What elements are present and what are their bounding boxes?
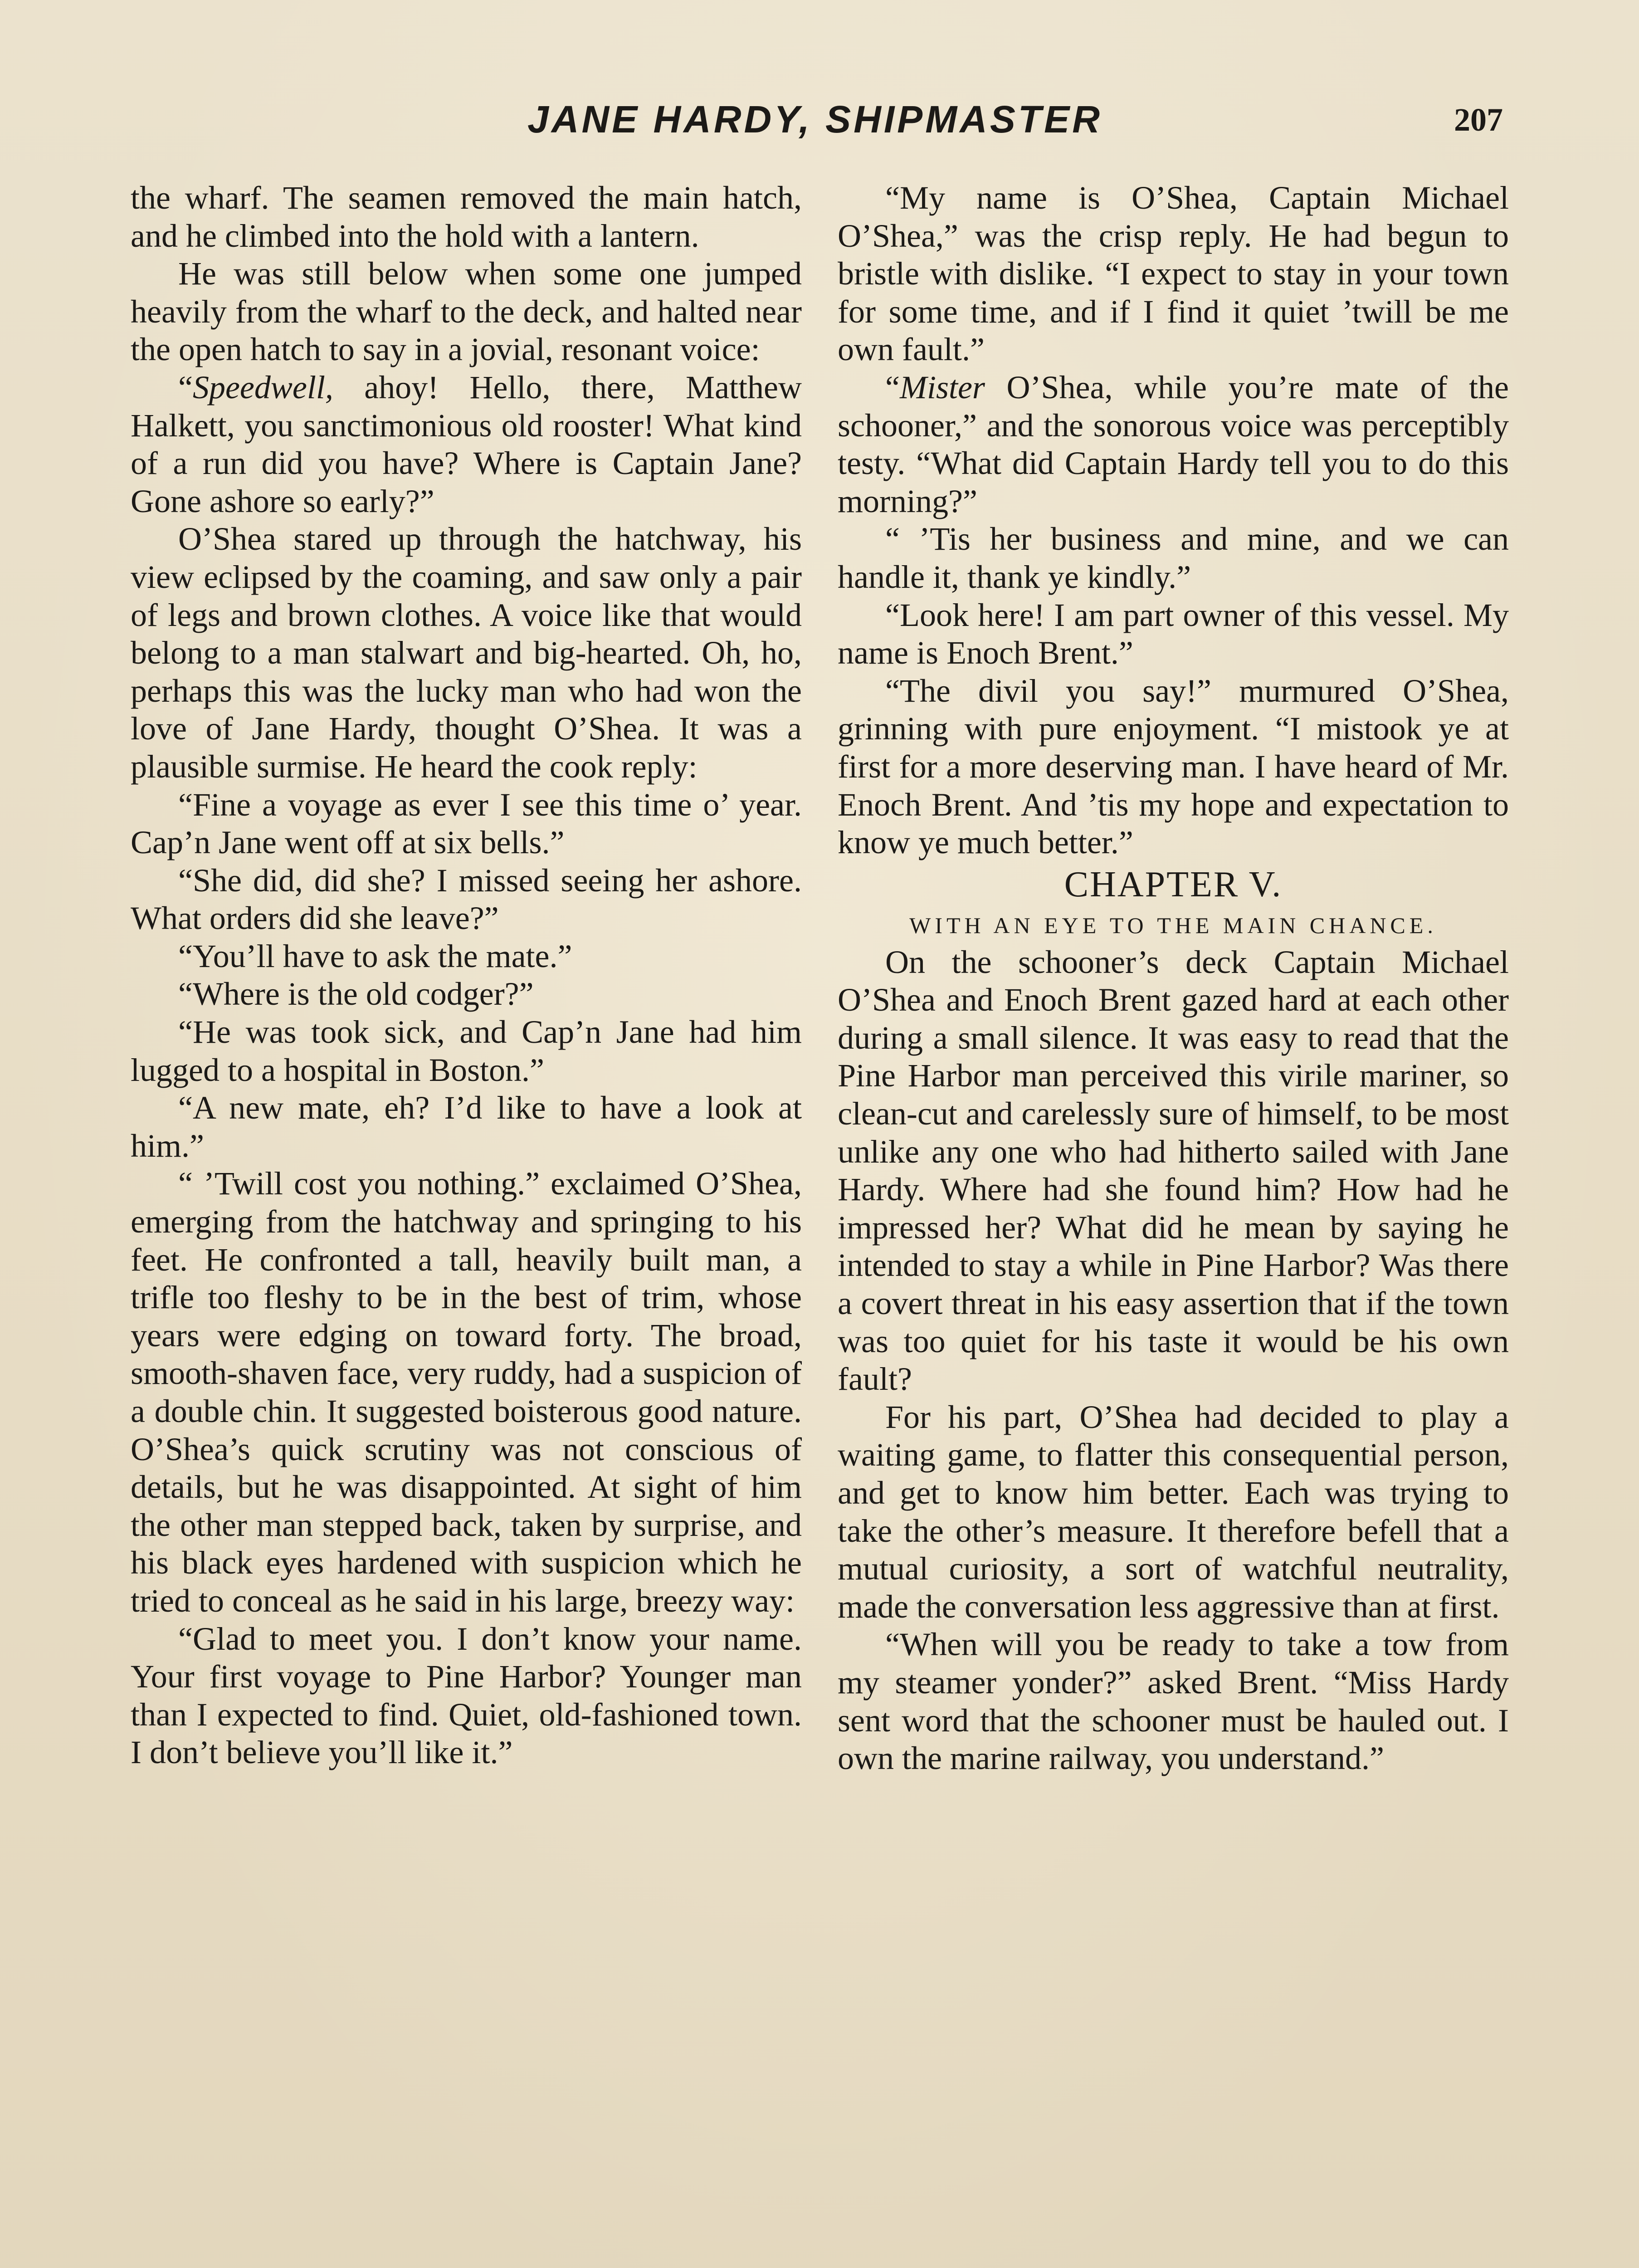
left-column (131, 179, 802, 1772)
running-head: JANE HARDY, SHIPMASTER (527, 98, 1102, 141)
paragraph: “When will you be ready to take a tow from my steamer yonder?” asked Brent. “Miss Hardy sent word that the schooner must be hauled out. I own the marine railway, you understand.” (838, 1626, 1509, 1777)
paragraph: “He was took sick, and Cap’n Jane had him lugged to a hospital in Boston.” (131, 1014, 802, 1088)
paragraph: “ ’Tis her business and mine, and we can handle it, thank ye kindly.” (838, 521, 1509, 595)
paragraph: “Fine a voyage as ever I see this time o’ year. Cap’n Jane went off at six bells.” (131, 786, 802, 861)
paragraph: “Look here! I am part owner of this vessel. My name is Enoch Brent.” (838, 596, 1509, 671)
paragraph (838, 369, 1509, 520)
emphasis: Mister (899, 369, 985, 406)
open-quote: “ (885, 369, 900, 406)
page-header (127, 98, 1503, 152)
paragraph-text: ahoy! Hello, there, Matthew Halkett, you sanctimonious old rooster! What kind of a run did you have? Where is Captain Jane? Gone ashore so early?” (131, 369, 802, 519)
paragraph-text: O’Shea, while you’re mate of the schooner,” and the sonorous voice was perceptibly testy. “What did Captain Hardy tell you to do this morning?” (838, 369, 1509, 519)
paragraph: O’Shea stared up through the hatchway, his view eclipsed by the coaming, and saw only a pair of legs and brown clothes. A voice like that would belong to a man stalwart and big-hearted. Oh, ho, perhaps this was the lucky man who had won the love of Jane Hardy, thought O’Shea. It was a plausible surmise. He heard the cook reply: (131, 521, 802, 785)
paragraph: “ ’Twill cost you nothing.” exclaimed O’Shea, emerging from the hatchway and springing to his feet. He confronted a tall, heavily built man, a trifle too fleshy to be in the best of trim, whose years were edging on toward forty. The broad, smooth-shaven face, very ruddy, had a suspicion of a double chin. It suggested boisterous good nature. O’Shea’s quick scrutiny was not conscious of details, but he was disappointed. At sight of him the other man stepped back, taken by surprise, and his black eyes hardened with suspicion which he tried to conceal as he said in his large, breezy way: (131, 1165, 802, 1619)
paragraph: “Glad to meet you. I don’t know your name. Your first voyage to Pine Harbor? Younger man than I expected to find. Quiet, old-fashioned town. I don’t believe you’ll like it.” (131, 1620, 802, 1771)
right-column (838, 179, 1509, 1778)
paragraph: On the schooner’s deck Captain Michael O’Shea and Enoch Brent gazed hard at each other during a small silence. It was easy to read that the Pine Harbor man perceived this virile mariner, so clean-cut and carelessly sure of himself, to be most unlike any one who had hitherto sailed with Jane Hardy. Where had she found him? How had he impressed her? What did he mean by saying he intended to stay a while in Pine Harbor? Was there a covert threat in his easy assertion that if the town was too quiet for his taste it would be his own fault? (838, 943, 1509, 1398)
paragraph: “You’ll have to ask the mate.” (178, 938, 572, 974)
paragraph: He was still below when some one jumped heavily from the wharf to the deck, and halted near the open hatch to say in a jovial, resonant voice: (131, 255, 802, 368)
paragraph: “Where is the old codger?” (178, 976, 534, 1012)
open-quote: “ (178, 369, 193, 406)
page-number: 207 (1454, 102, 1503, 138)
ship-name: Speedwell, (192, 369, 333, 406)
chapter-title: CHAPTER V. (1064, 864, 1283, 904)
paragraph: “My name is O’Shea, Captain Michael O’Shea,” was the crisp reply. He had begun to bristle with dislike. “I expect to stay in your town for some time, and if I find it quiet ’twill be me own fault.” (838, 180, 1509, 368)
paragraph: For his part, O’Shea had decided to play a waiting game, to flatter this consequential person, and get to know him better. Each was trying to take the other’s measure. It therefore befell that a mutual curiosity, a sort of watchful neutrality, made the conversation less aggressive than at first. (838, 1398, 1509, 1625)
paragraph (131, 369, 802, 520)
paragraph: “She did, did she? I missed seeing her ashore. What orders did she leave?” (131, 862, 802, 937)
paragraph: the wharf. The seamen removed the main hatch, and he climbed into the hold with a lantern. (131, 180, 802, 254)
paragraph: “A new mate, eh? I’d like to have a look at him.” (131, 1090, 802, 1164)
chapter-subtitle: WITH AN EYE TO THE MAIN CHANCE. (909, 912, 1437, 938)
paragraph: “The divil you say!” murmured O’Shea, grinning with pure enjoyment. “I mistook ye at first for a more deserving man. I have heard of Mr. Enoch Brent. And ’tis my hope and expectation to know ye much better.” (838, 672, 1509, 861)
